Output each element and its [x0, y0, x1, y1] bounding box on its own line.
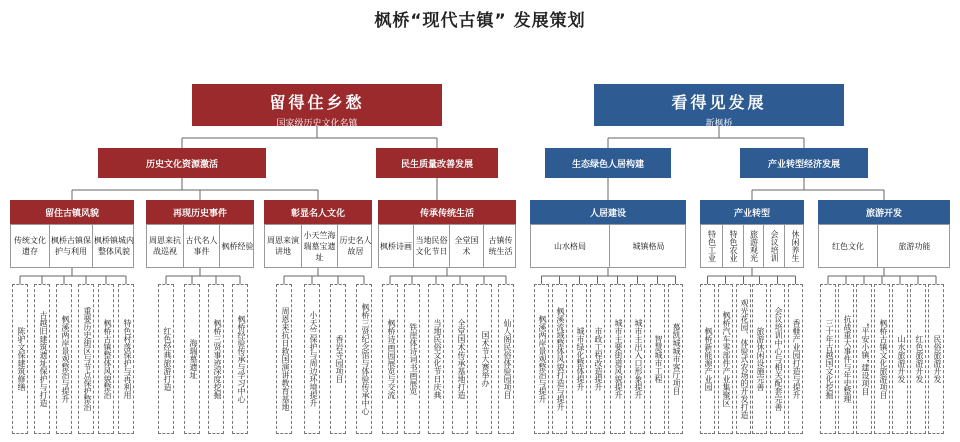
item-cell: 传统文化遗存	[14, 236, 46, 256]
item-cell: 枫桥镇城内整体风貌	[92, 225, 135, 267]
project-note: 枫溪两岸景观整治与提升	[56, 284, 72, 434]
item-cell: 会议培训	[763, 225, 784, 267]
project-note: 红色经典旅游打造	[158, 284, 174, 434]
cat-label: 人居建设	[589, 208, 626, 219]
project-note: 城市主要街道风貌提升	[610, 284, 625, 434]
project-note: 枫桥三贤纪念馆与体验传承中心	[356, 284, 372, 434]
items-traditional-life	[378, 224, 516, 268]
project-note: 枫桥经验传承与学习中心	[232, 284, 248, 434]
left-main-subtitle: 国家级历史文化名镇	[276, 119, 358, 129]
project-note: 香榧产业园打造与提升	[788, 284, 803, 434]
item-cell: 城镇格局	[609, 225, 687, 267]
project-note: 铁崖体诗词书画展览	[404, 284, 420, 434]
project-note: 仙人阁民俗体验园项目	[498, 284, 514, 434]
branch-livelihood	[376, 148, 498, 178]
branch-industry	[740, 148, 868, 178]
branch-label: 生态绿色人居构建	[571, 159, 644, 170]
project-note: 枫溪流域整体风貌打造与提升	[552, 284, 567, 434]
project-note: 古越旧建筑遗址保护与打造	[34, 284, 50, 434]
item-cell: 枫桥诗画	[380, 241, 412, 251]
item-cell: 枫桥经验	[219, 225, 255, 267]
right-main-subtitle: 新枫桥	[705, 119, 733, 129]
project-note: 城市绿化整体提升	[572, 284, 587, 434]
item-cell: 山水格局	[554, 241, 586, 251]
item-cell: 古镇传统生活	[483, 225, 517, 267]
item-cell: 周恩来抗战巡视	[149, 236, 181, 256]
items-history-events	[146, 224, 254, 268]
project-note: 市政工程改造提升	[590, 284, 605, 434]
project-note: 枫桥三贤事迹深度挖掘	[208, 284, 224, 434]
item-cell: 旅游功能	[877, 225, 951, 267]
project-note: 山水旅游开发	[892, 284, 908, 434]
item-cell: 休闲养生	[784, 225, 805, 267]
project-note: “平安小镇”建设项目	[856, 284, 872, 434]
project-note: 三十年古越国文化挖掘	[820, 284, 836, 434]
cat-label: 再现历史事件	[172, 208, 227, 219]
project-note: 海瑞墓遗址	[184, 284, 200, 434]
project-note: 当地民俗文化节日庆典	[428, 284, 444, 434]
branch-eco-living	[545, 148, 671, 178]
project-note: 小天竺保护与周边环境提升	[304, 284, 320, 434]
project-note: 枫桥古镇文化旅游项目	[874, 284, 890, 434]
cat-tourism-development	[818, 200, 950, 224]
items-celebrity-culture	[264, 224, 372, 268]
cat-label: 产业转型	[733, 208, 770, 219]
item-cell: 历史名人故居	[337, 225, 373, 267]
left-main-box	[192, 84, 442, 129]
project-note: 香岩寺园项目	[330, 284, 346, 434]
branch-history-culture	[98, 148, 266, 178]
project-note: 观光花园、体验式农场的开发打造	[736, 284, 751, 434]
item-cell: 当地民俗文化节日	[413, 225, 449, 267]
item-cell: 全堂国术	[449, 225, 483, 267]
project-note: 周恩来抗日救国演讲教育基地	[276, 284, 292, 434]
item-cell: 特色农业	[722, 225, 743, 267]
project-note: 陈驴文保建筑修缮	[12, 284, 28, 434]
cat-preserve-townscape	[10, 200, 134, 224]
items-preserve-townscape	[10, 224, 134, 268]
project-note: 枫溪两岸景观整治与提升	[534, 284, 549, 434]
project-note: 抗战重大事件与年史整理	[838, 284, 854, 434]
project-note: 红色旅游开发	[910, 284, 926, 434]
project-note: 重要历史街区与节点保护整治	[78, 284, 94, 434]
items-living-construction	[530, 224, 686, 268]
project-note: 城市主出入口形象提升	[630, 284, 645, 434]
cat-living-construction	[530, 200, 686, 224]
right-main-box	[594, 84, 844, 129]
project-note: 旅游休闲设施完善	[752, 284, 767, 434]
item-cell: 小天竺海瑞墓宝遗址	[301, 225, 337, 267]
cat-label: 彰显名人文化	[290, 208, 345, 219]
project-note: 特色村落保护与再利用	[118, 284, 134, 434]
project-note: 枫桥古镇整体风貌整治	[98, 284, 114, 434]
cat-celebrity-culture	[264, 200, 372, 224]
project-note: 会议培训中心与相关配套完善	[770, 284, 785, 434]
item-cell: 红色文化	[832, 241, 864, 251]
cat-history-events	[146, 200, 254, 224]
branch-label: 民生质量改善发展	[400, 159, 473, 170]
cat-label: 旅游开发	[865, 208, 902, 219]
left-main-title: 留得住乡愁	[269, 93, 365, 112]
item-cell: 周恩来演讲地	[267, 236, 299, 256]
items-industry-transform	[700, 224, 804, 268]
project-note: 枫桥汽车零部件产业集聚区	[718, 284, 733, 434]
item-cell: 旅游观光	[743, 225, 763, 267]
project-note: 枫桥新能源产业园	[700, 284, 715, 434]
cat-label: 传承传统生活	[419, 208, 474, 219]
cat-traditional-life	[378, 200, 516, 224]
item-cell: 枫桥古镇保护与利用	[49, 225, 92, 267]
page-title: 枫桥“现代古镇” 发展策划	[374, 11, 586, 31]
project-note: 民俗旅游开发	[928, 284, 944, 434]
project-note: 智慧城市工程	[650, 284, 665, 434]
cat-industry-transform	[700, 200, 804, 224]
cat-label: 留住古镇风貌	[44, 208, 99, 219]
right-main-title: 看得见发展	[671, 93, 767, 112]
item-cell: 特色工业	[707, 230, 717, 262]
branch-label: 历史文化资源激活	[145, 159, 218, 170]
branch-label: 产业转型经济发展	[767, 159, 840, 170]
items-tourism-development	[818, 224, 950, 268]
project-note: 国术节大赛举办	[476, 284, 492, 434]
project-note: 枫桥诗画园展览与交流	[382, 284, 398, 434]
project-note: 全堂国术传承基地打造	[452, 284, 468, 434]
project-note: 慕凯城城市客厅项目	[668, 284, 683, 434]
item-cell: 古代名人事件	[183, 225, 219, 267]
